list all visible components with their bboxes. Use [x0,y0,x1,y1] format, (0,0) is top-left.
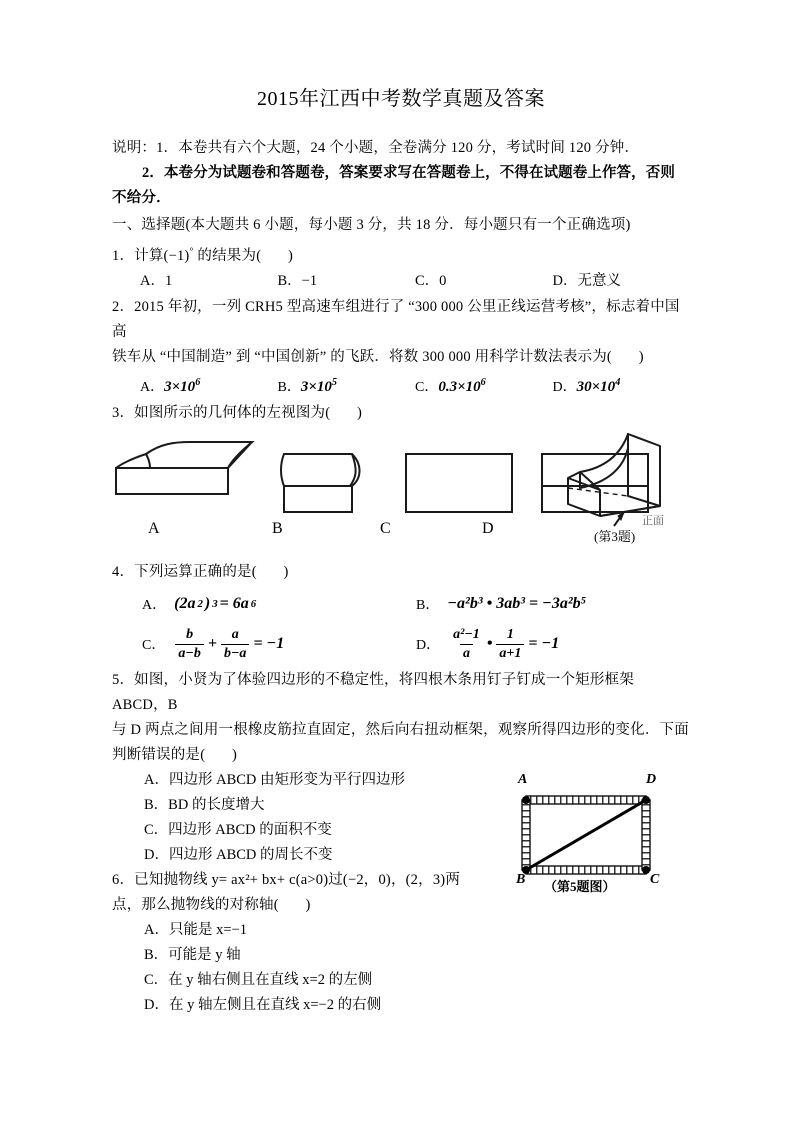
option-text: 四边形 ABCD 的周长不变 [168,846,333,863]
question-2-option-a[interactable] [140,370,278,400]
denominator: b−a [221,644,249,662]
question-5-vertex-d: D [646,771,657,787]
option-base: 3×10 [300,378,332,395]
option-label: B． [277,379,301,395]
option-text: 四边形 ABCD 由矩形变为平行四边形 [168,771,406,788]
expr-part: • [486,635,493,653]
option-expression [164,376,201,395]
option-text: 只能是 x=−1 [168,921,247,938]
option-expression [173,627,284,662]
question-6-stem-line-1: 6．已知抛物线 y= ax²+ bx+ c(a>0)过(−2，0)，(2，3)两 [112,871,461,888]
question-5-figure [500,771,696,914]
instruction-line-2-cont: 不给分． [112,190,171,206]
instruction-line-2: 2．本卷分为试题卷和答题卷，答案要求写在答题卷上，不得在试题卷上作答，否则 [142,165,675,181]
option-label: D． [416,638,441,654]
question-4-option-c[interactable] [142,627,416,662]
question-3-choice-label-c: C [380,519,391,537]
fraction [496,627,524,662]
question-5-option-a[interactable] [144,768,483,793]
question-3-choice-label-b: B [272,519,283,537]
option-text: 在 y 轴左侧且在直线 x=−2 的右侧 [168,996,382,1013]
option-label: B． [277,272,302,289]
question-2-stem-line-2: 铁车从 “中国制造” 到 “中国创新” 的飞跃．将数 300 000 用科学计数法表示为( ) [112,348,644,365]
question-5-vertex-c: C [650,871,660,887]
option-label: A． [144,921,169,938]
question-2-option-c[interactable] [415,370,553,400]
question-1-option-c[interactable] [415,269,553,294]
page-title: 2015年江西中考数学真题及答案 [257,88,545,110]
numerator: a [231,626,239,642]
fraction [175,627,203,662]
option-label: D． [552,379,577,395]
denominator: a [460,644,473,662]
option-label: D． [144,996,169,1013]
question-1-option-d[interactable] [553,269,691,294]
option-label: A． [140,379,165,395]
expr-part: ) [204,594,211,612]
expr-part: + [207,635,217,653]
option-exponent: 4 [615,376,621,388]
question-5-stem-line-2: 与 D 两点之间用一根橡皮筋拉直固定，然后向右扭动框架，观察所得四边形的变化．下面 [112,721,689,738]
question-5-option-c[interactable] [144,818,483,843]
option-expression [438,376,486,395]
option-label: C． [144,821,169,838]
question-5-vertex-b: B [516,871,526,887]
diagonal-bd [526,800,646,870]
question-2-option-d[interactable] [553,370,691,400]
question-4-row-ab [112,589,690,619]
option-label: B． [416,597,440,613]
question-5-stem-line-3: 判断错误的是( ) [112,746,238,763]
question-4-stem: 4．下列运算正确的是( ) [112,563,289,580]
expr-part: = −1 [253,635,285,653]
expr-part: = 6a [219,594,249,612]
question-4-option-b[interactable] [416,594,690,614]
question-3-solid-svg [562,428,690,534]
fraction [221,627,249,662]
option-text: 0 [439,272,447,289]
question-1-options [112,269,690,294]
question-3-stem: 3．如图所示的几何体的左视图为( ) [112,404,363,421]
question-3-front-label: 正面 [642,514,664,527]
question-5-option-d[interactable] [144,843,483,868]
question-1-stem [112,239,690,269]
question-1-stem-exponent: ° [189,246,194,257]
option-label: C． [144,971,169,988]
option-expression: −a²b³ • 3ab³ = −3a²b⁵ [447,594,587,612]
option-label: C． [142,638,166,654]
expr-exponent: 2 [197,597,203,610]
option-exponent: 5 [331,376,337,388]
option-label: D． [552,272,578,289]
option-text: 1 [164,272,173,289]
question-2-option-b[interactable] [278,370,416,400]
expr-part: (2a [174,594,196,612]
question-2-stem-line-1: 2．2015 年初，一列 CRH5 型高速车组进行了 “300 000 公里正线运营考核”，标志着中国高 [112,298,680,340]
question-6-option-c[interactable] [144,968,690,993]
option-expression [174,595,256,613]
question-2-options [112,370,690,400]
option-text: 可能是 y 轴 [168,946,241,963]
question-6-options [112,918,690,1018]
section-heading-multiple-choice: 一、选择题(本大题共 6 小题，每小题 3 分，共 18 分．每小题只有一个正确选项) [112,217,631,233]
numerator: b [186,626,194,642]
expr-part: = −1 [528,635,560,653]
option-text: −1 [301,272,318,289]
option-base: 30×10 [576,378,616,395]
option-expression [576,376,621,395]
option-label: C． [415,272,440,289]
option-text: 四边形 ABCD 的面积不变 [168,821,332,838]
option-label: C． [415,379,439,395]
option-expression [300,376,337,395]
question-1-option-b[interactable] [278,269,416,294]
expr-exponent: 6 [250,597,257,610]
question-4-option-d[interactable] [416,627,690,662]
option-exponent: 6 [480,376,486,388]
option-label: B． [144,946,169,963]
expr-exponent: 3 [212,597,218,610]
numerator: 1 [506,626,514,642]
question-6-option-a[interactable] [144,918,690,943]
question-6-stem-line-2: 点，那么抛物线的对称轴( ) [112,896,311,913]
denominator: a−b [175,644,203,662]
option-label: D． [144,846,169,863]
question-4-row-cd [112,627,690,662]
question-4-option-a[interactable] [142,594,416,614]
question-6-option-d[interactable] [144,993,690,1018]
option-expression [448,627,559,662]
question-3-caption: (第3题) [594,528,636,544]
page-content [112,0,690,1018]
question-1-stem-suffix: 的结果为( ) [193,247,294,264]
question-5-option-b[interactable] [144,793,483,818]
question-1-option-a[interactable] [140,269,278,294]
option-label: A． [140,272,165,289]
question-3-figure [112,432,690,560]
option-text: BD 的长度增大 [168,796,265,813]
numerator: a²−1 [453,626,480,642]
denominator: a+1 [496,644,524,662]
question-3-choice-label-a: A [148,519,160,537]
question-5-caption: （第5题图） [544,878,616,894]
fraction [450,627,483,662]
question-5-vertex-a: A [518,771,528,787]
option-base: 3×10 [164,378,196,395]
option-exponent: 6 [195,376,201,388]
option-label: A． [144,771,169,788]
option-text: 在 y 轴右侧且在直线 x=2 的左侧 [168,971,373,988]
question-5-stem-line-1: 5．如图，小贤为了体验四边形的不稳定性，将四根木条用钉子钉成一个矩形框架 ABCD，B [112,671,638,713]
question-6-option-b[interactable] [144,943,690,968]
option-label: A． [142,597,167,613]
option-text: 无意义 [577,272,621,289]
question-4-options [112,589,690,662]
instruction-line-1: 说明：1．本卷共有六个大题，24 个小题，全卷满分 120 分，考试时间 120 分钟． [112,140,640,156]
question-3-choice-label-d: D [482,519,494,537]
option-base: 0.3×10 [438,378,481,395]
question-1-stem-prefix: 1．计算(−1) [112,247,190,264]
option-label: B． [144,796,169,813]
